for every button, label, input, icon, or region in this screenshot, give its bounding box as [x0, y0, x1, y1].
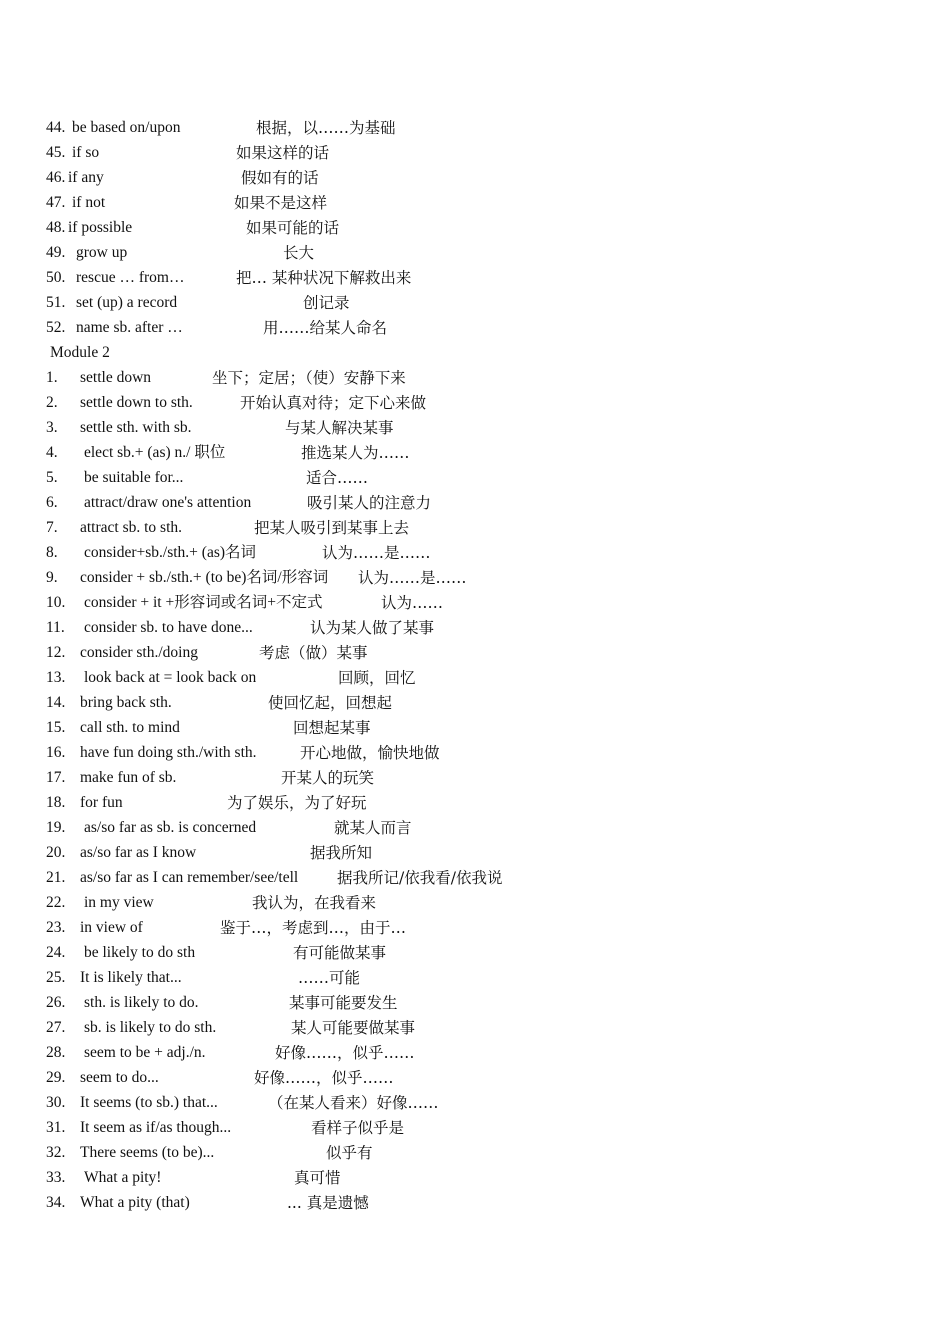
entry-number: 15. [46, 719, 66, 736]
entry-number: 3. [46, 419, 58, 436]
entry-phrase: It seems (to sb.) that... [80, 1094, 218, 1111]
entry-number: 20. [46, 844, 66, 861]
entry-meaning: 推选某人为…… [301, 444, 410, 462]
entry-phrase: if any [68, 169, 104, 186]
entry-number: 29. [46, 1069, 66, 1086]
entry-phrase: look back at = look back on [84, 669, 257, 686]
entry-phrase: rescue … from… [76, 269, 185, 286]
entry-meaning: 认为…… [381, 594, 444, 612]
entry-number: 8. [46, 544, 58, 561]
entry-number: 9. [46, 569, 58, 586]
entry-phrase: in view of [80, 919, 143, 936]
entry-phrase: consider sb. to have done... [84, 619, 253, 636]
entry-number: 26. [46, 994, 66, 1011]
entry-phrase: attract sb. to sth. [80, 519, 183, 536]
entry-number: 50. [46, 269, 66, 286]
entry-phrase: What a pity! [84, 1169, 162, 1186]
entry-number: 1. [46, 369, 58, 386]
entry-phrase: call sth. to mind [80, 719, 180, 736]
entry-phrase: consider sth./doing [80, 644, 198, 661]
entry-meaning: ... 真是遗憾 [287, 1194, 369, 1212]
entry-number: 2. [46, 394, 58, 411]
entry-phrase: attract/draw one's attention [84, 494, 252, 511]
entry-number: 44. [46, 119, 66, 136]
entry-meaning: 吸引某人的注意力 [307, 494, 432, 512]
entry-number: 48. [46, 219, 66, 236]
entry-phrase: What a pity (that) [80, 1194, 190, 1211]
entry-number: 52. [46, 319, 66, 336]
entry-meaning: 认为……是…… [322, 544, 431, 562]
entry-phrase: if possible [68, 219, 133, 236]
entry-meaning: 认为某人做了某事 [310, 619, 435, 637]
entry-number: 27. [46, 1019, 66, 1036]
entry-meaning: 为了娱乐，为了好玩 [227, 794, 367, 812]
entry-meaning: ……可能 [298, 969, 361, 987]
entry-number: 6. [46, 494, 58, 511]
entry-phrase: It seem as if/as though... [80, 1119, 232, 1136]
entry-phrase: bring back sth. [80, 694, 172, 711]
entry-number: 47. [46, 194, 66, 211]
entry-phrase: consider + it +形容词或名词+不定式 [84, 594, 323, 611]
entry-meaning: 创记录 [303, 294, 350, 312]
entry-phrase: name sb. after … [76, 319, 183, 336]
entry-number: 25. [46, 969, 66, 986]
entry-phrase: in my view [84, 894, 154, 911]
entry-meaning: 根据，以……为基础 [256, 119, 396, 137]
entry-meaning: 把… 某种状况下解救出来 [236, 269, 412, 287]
entry-phrase: grow up [76, 244, 128, 261]
entry-meaning: 开某人的玩笑 [281, 769, 375, 787]
entry-number: 16. [46, 744, 66, 761]
entry-number: 45. [46, 144, 66, 161]
entry-meaning: 认为……是…… [358, 569, 467, 587]
entry-meaning: 坐下；定居；（使）安静下来 [212, 369, 406, 387]
entry-meaning: 如果可能的话 [246, 219, 340, 237]
entry-meaning: 鉴于…，考虑到…，由于… [220, 919, 407, 937]
entry-meaning: 有可能做某事 [293, 944, 387, 962]
entry-number: 13. [46, 669, 66, 686]
entry-meaning: 长大 [283, 244, 315, 262]
entry-phrase: settle down to sth. [80, 394, 193, 411]
entry-meaning: 开心地做，愉快地做 [300, 744, 440, 762]
entry-number: 18. [46, 794, 66, 811]
entry-number: 31. [46, 1119, 66, 1136]
entry-number: 12. [46, 644, 66, 661]
entry-meaning: 好像……，似乎…… [275, 1044, 415, 1062]
entry-phrase: settle down [80, 369, 152, 386]
entry-number: 33. [46, 1169, 66, 1186]
entry-phrase: be based on/upon [72, 119, 181, 136]
entry-meaning: 据我所记/依我看/依我说 [337, 869, 503, 887]
entry-number: 28. [46, 1044, 66, 1061]
entry-phrase: consider+sb./sth.+ (as)名词 [84, 544, 257, 561]
entry-meaning: 把某人吸引到某事上去 [254, 519, 410, 537]
entry-phrase: be suitable for... [84, 469, 184, 486]
entry-phrase: as/so far as I can remember/see/tell [80, 869, 299, 886]
entry-meaning: 我认为，在我看来 [252, 894, 377, 912]
entry-number: 19. [46, 819, 66, 836]
entry-phrase: sth. is likely to do. [84, 994, 199, 1011]
entry-phrase: sb. is likely to do sth. [84, 1019, 217, 1036]
entry-number: 5. [46, 469, 58, 486]
entry-number: 11. [46, 619, 65, 636]
entry-number: 46. [46, 169, 66, 186]
entry-phrase: for fun [80, 794, 123, 811]
entry-phrase: consider + sb./sth.+ (to be)名词/形容词 [80, 569, 329, 586]
entry-meaning: 与某人解决某事 [285, 419, 394, 437]
entry-phrase: as/so far as I know [80, 844, 197, 861]
entry-meaning: 看样子似乎是 [311, 1119, 405, 1137]
entry-meaning: 似乎有 [326, 1144, 373, 1162]
entry-phrase: if not [72, 194, 106, 211]
entry-number: 51. [46, 294, 66, 311]
entry-meaning: 真可惜 [294, 1169, 341, 1187]
entry-number: 22. [46, 894, 66, 911]
entry-number: 30. [46, 1094, 66, 1111]
entry-meaning: 开始认真对待；定下心来做 [240, 394, 427, 412]
entry-phrase: if so [72, 144, 100, 161]
entry-phrase: be likely to do sth [84, 944, 196, 961]
entry-phrase: make fun of sb. [80, 769, 177, 786]
entry-phrase: have fun doing sth./with sth. [80, 744, 257, 761]
entry-meaning: 用……给某人命名 [263, 319, 388, 337]
entry-meaning: 如果不是这样 [234, 194, 328, 212]
entry-phrase: There seems (to be)... [80, 1144, 215, 1161]
entry-number: 21. [46, 869, 66, 886]
entry-meaning: （在某人看来）好像…… [268, 1094, 439, 1112]
entry-number: 4. [46, 444, 58, 461]
entry-phrase: as/so far as sb. is concerned [84, 819, 257, 836]
entry-number: 10. [46, 594, 66, 611]
entry-meaning: 回顾，回忆 [338, 669, 416, 687]
entry-meaning: 就某人而言 [334, 819, 412, 837]
entry-number: 34. [46, 1194, 66, 1211]
entry-number: 49. [46, 244, 66, 261]
entry-meaning: 某事可能要发生 [289, 994, 398, 1012]
entry-meaning: 据我所知 [310, 844, 373, 862]
entry-phrase: seem to be + adj./n. [84, 1044, 206, 1061]
entry-meaning: 某人可能要做某事 [291, 1019, 416, 1037]
entry-number: 24. [46, 944, 66, 961]
entry-meaning: 回想起某事 [293, 719, 371, 737]
entry-meaning: 好像……，似乎…… [254, 1069, 394, 1087]
entry-number: 17. [46, 769, 66, 786]
entry-meaning: 使回忆起，回想起 [268, 694, 393, 712]
entry-phrase: elect sb.+ (as) n./ 职位 [84, 444, 226, 461]
entry-phrase: It is likely that... [80, 969, 182, 986]
entry-number: 14. [46, 694, 66, 711]
entry-meaning: 适合…… [306, 469, 369, 487]
entry-meaning: 如果这样的话 [236, 144, 330, 162]
entry-number: 7. [46, 519, 58, 536]
entry-phrase: seem to do... [80, 1069, 159, 1086]
entry-meaning: 假如有的话 [241, 169, 319, 187]
entry-phrase: settle sth. with sb. [80, 419, 192, 436]
entry-number: 23. [46, 919, 66, 936]
section-heading: Module 2 [50, 344, 110, 361]
entry-phrase: set (up) a record [76, 294, 178, 311]
entry-number: 32. [46, 1144, 66, 1161]
entry-meaning: 考虑（做）某事 [259, 644, 368, 662]
